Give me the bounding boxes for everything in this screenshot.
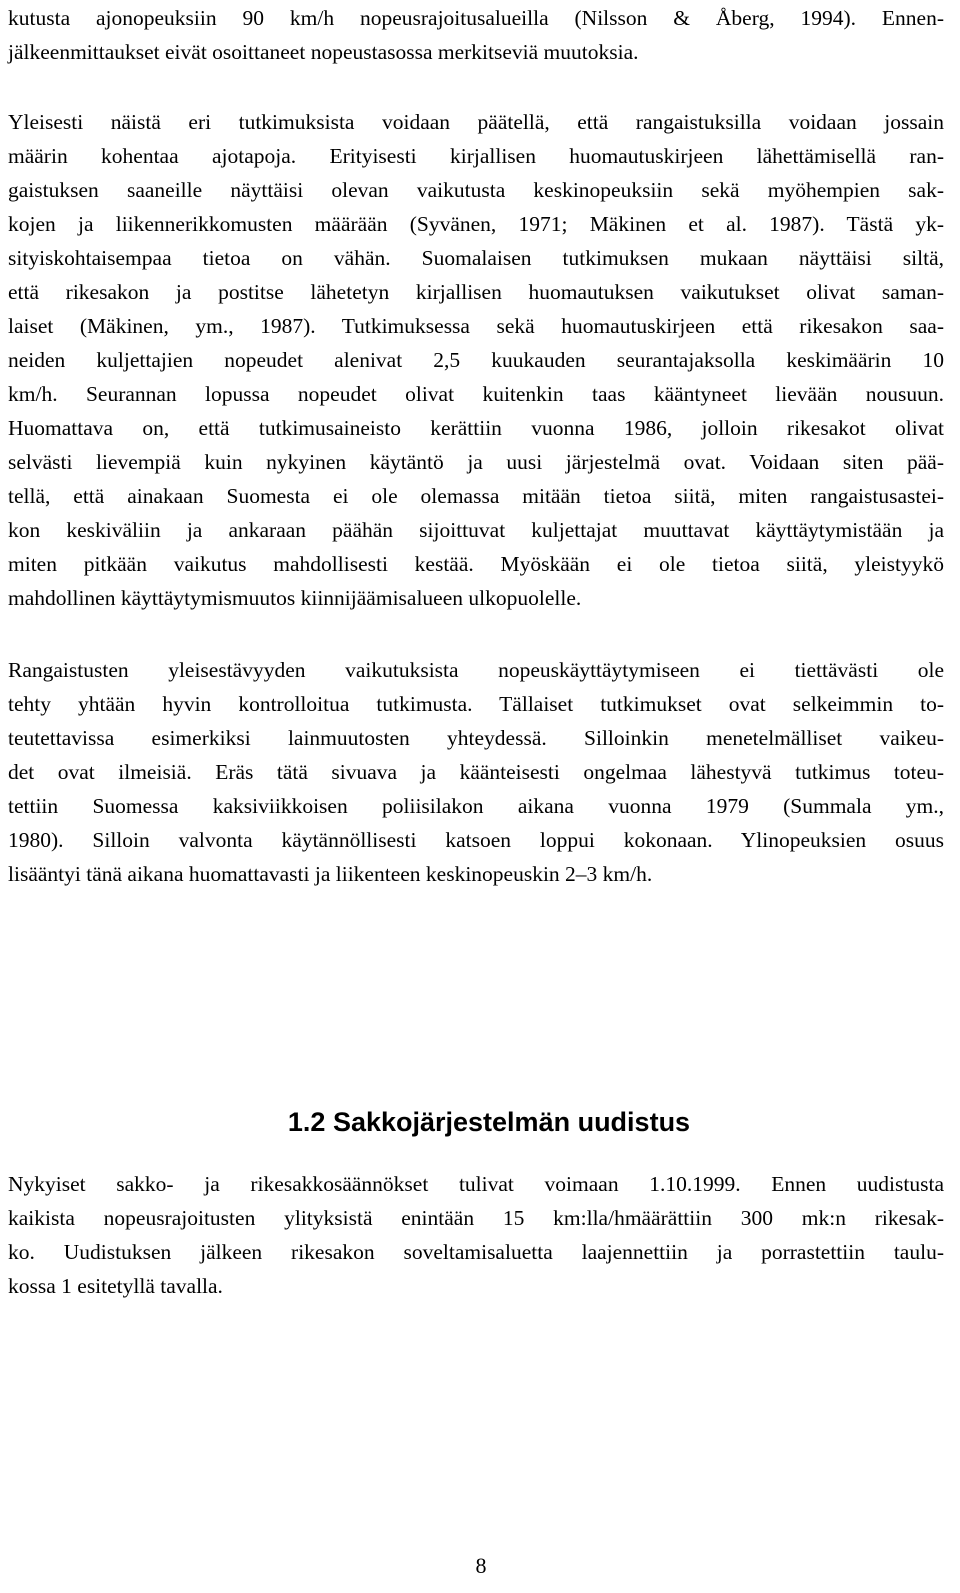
text-line: mahdollinen käyttäytymismuutos kiinnijäämisalueen ulkopuolelle. [8,586,582,610]
text-line: laiset (Mäkinen, ym., 1987). Tutkimuksessa sekä huomautuskirjeen että rikesakon saa- [8,314,944,338]
text-line: kutusta ajonopeuksiin 90 km/h nopeusrajoitusalueilla (Nilsson & Åberg, 1994). Ennen- [8,6,944,30]
text-line: gaistuksen saaneille näyttäisi olevan vaikutusta keskinopeuksiin sekä myöhempien sak- [8,178,944,202]
text-line: Nykyiset sakko- ja rikesakkosäännökset tulivat voimaan 1.10.1999. Ennen uudistusta [8,1172,944,1196]
text-line: ko. Uudistuksen jälkeen rikesakon soveltamisaluetta laajennettiin ja porrastettiin taulu- [8,1240,944,1264]
text-line: tehty yhtään hyvin kontrolloitua tutkimusta. Tällaiset tutkimukset ovat selkeimmin to- [8,692,944,716]
text-line: jälkeenmittaukset eivät osoittaneet nopeustasossa merkitseviä muutoksia. [8,40,639,64]
text-line: neiden kuljettajien nopeudet alenivat 2,5 kuukauden seurantajaksolla keskimäärin 10 [8,348,944,372]
section-heading: 1.2 Sakkojärjestelmän uudistus [287,1107,691,1137]
text-line: kossa 1 esitetyllä tavalla. [8,1274,223,1298]
text-line: Rangaistusten yleisestävyyden vaikutuksista nopeuskäyttäytymiseen ei tiettävästi ole [8,658,944,682]
text-line: 1980). Silloin valvonta käytännöllisesti katsoen loppui kokonaan. Ylinopeuksien osuus [8,828,944,852]
page-number: 8 [475,1553,487,1578]
text-line: Huomattava on, että tutkimusaineisto kerättiin vuonna 1986, jolloin rikesakot olivat [8,416,944,440]
text-line: kojen ja liikennerikkomusten määrään (Syvänen, 1971; Mäkinen et al. 1987). Tästä yk- [8,212,944,236]
text-line: tellä, että ainakaan Suomesta ei ole olemassa mitään tietoa siitä, miten rangaistusastei- [8,484,944,508]
text-line: selvästi lievempiä kuin nykyinen käytäntö ja uusi järjestelmä ovat. Voidaan siten pää- [8,450,944,474]
text-line: Yleisesti näistä eri tutkimuksista voidaan päätellä, että rangaistuksilla voidaan jossain [8,110,944,134]
text-line: kon keskiväliin ja ankaraan päähän sijoittuvat kuljettajat muuttavat käyttäytymistään ja [8,518,944,542]
text-line: määrin kohentaa ajotapoja. Erityisesti kirjallisen huomautuskirjeen lähettämisellä ran- [8,144,944,168]
text-line: teutettavissa esimerkiksi lainmuutosten yhteydessä. Silloinkin menetelmälliset vaikeu- [8,726,944,750]
text-line: että rikesakon ja postitse lähetetyn kirjallisen huomautuksen vaikutukset olivat saman- [8,280,944,304]
text-line: sityiskohtaisempaa tietoa on vähän. Suomalaisen tutkimuksen mukaan näyttäisi siltä, [8,246,944,270]
text-line: tettiin Suomessa kaksiviikkoisen poliisilakon aikana vuonna 1979 (Summala ym., [8,794,944,818]
text-line: km/h. Seurannan lopussa nopeudet olivat kuitenkin taas kääntyneet lievään nousuun. [8,382,944,406]
text-line: det ovat ilmeisiä. Eräs tätä sivuava ja käänteisesti ongelmaa lähestyvä tutkimus toteu- [8,760,944,784]
text-line: miten pitkään vaikutus mahdollisesti kestää. Myöskään ei ole tietoa siitä, yleistyykö [8,552,944,576]
text-line: kaikista nopeusrajoitusten ylityksistä enintään 15 km:lla/hmäärättiin 300 mk:n rikesak- [8,1206,944,1230]
text-line: lisääntyi tänä aikana huomattavasti ja liikenteen keskinopeuskin 2–3 km/h. [8,862,653,886]
